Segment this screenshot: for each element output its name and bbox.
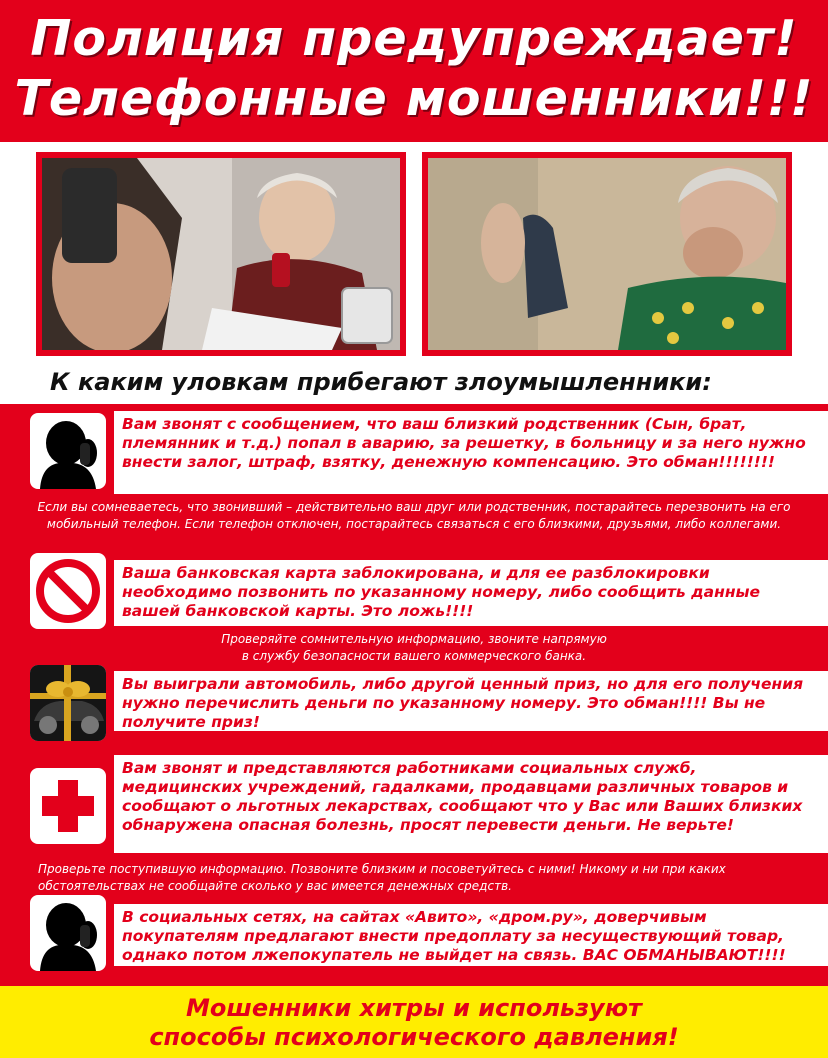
warning-text: Вам звонят и представляются работниками социальных служб, медицинских учреждений, гадалками, продавцами различных товаров и сообщают о льготных лекарствах, сообщают что у Вас или Ваших близких обнаружена опасная болезнь, просят перевести деньги. Не верьте! — [122, 759, 803, 834]
phone-silhouette-icon — [30, 895, 106, 971]
advice-note-bank-line-2: в службу безопасности вашего коммерческого банка. — [241, 649, 587, 663]
gift-car-icon — [30, 665, 106, 741]
photo-crying-elderly-woman — [422, 152, 792, 356]
warning-text: В социальных сетях, на сайтах «Авито», «дром.ру», доверчивым покупателям предлагают внести предоплату за несуществующий товар, однако потом лжепокупатель не выйдет на связь. ВАС ОБМАНЫВАЮТ!!!! — [122, 908, 786, 964]
warning-card-prize-win — [114, 671, 828, 731]
advice-note-bank-line-1: Проверяйте сомнительную информацию, звоните напрямую — [221, 632, 607, 646]
footer-line-2: способы психологического давления! — [149, 1023, 679, 1051]
header-banner — [0, 0, 828, 142]
warning-text: Вам звонят с сообщением, что ваш близкий родственник (Сын, брат, племянник и т.д.) попал в аварию, за решетку, в больницу и за него нужно внести залог, штраф, взятку, денежную компенсацию. Это обман!!!!!!!! — [122, 415, 806, 471]
header-title-line-2: Телефонные мошенники!!! — [14, 70, 814, 127]
warning-card-bank-card-blocked — [114, 560, 828, 626]
warning-text: Ваша банковская карта заблокирована, и для ее разблокировки необходимо позвонить по указанному номеру, либо сообщить данные вашей банковской карты. Это ложь!!!! — [122, 564, 761, 620]
footer-line-1: Мошенники хитры и используют — [186, 994, 642, 1022]
section-subtitle: К каким уловкам прибегают злоумышленники: — [50, 368, 712, 396]
warning-card-online-marketplaces — [114, 904, 828, 966]
phone-silhouette-icon — [30, 413, 106, 489]
advice-note-call-back: Если вы сомневаетесь, что звонивший – действительно ваш друг или родственник, постарайтесь перезвонить на его мобильный телефон. Если телефон отключен, постарайтесь связаться с его близкими, друзьями, либо коллегами. — [37, 500, 791, 531]
footer-banner — [0, 986, 828, 1058]
warning-card-relative-accident — [114, 411, 828, 494]
warning-text: Вы выиграли автомобиль, либо другой ценный приз, но для его получения нужно перечислить деньги по указанному номеру. Это обман!!!! Вы не получите приз! — [122, 675, 804, 731]
header-title-line-1: Полиция предупреждает! — [30, 10, 798, 67]
advice-note-consult-relatives: Проверьте поступившую информацию. Позвоните близким и посоветуйтесь с ними! Никому и ни при каких обстоятельствах не сообщайте сколько у вас имеется денежных средств. — [38, 862, 726, 893]
red-cross-icon — [30, 768, 106, 844]
photo-elderly-woman-on-phone — [36, 152, 406, 356]
warning-card-social-services — [114, 755, 828, 853]
prohibition-icon — [30, 553, 106, 629]
